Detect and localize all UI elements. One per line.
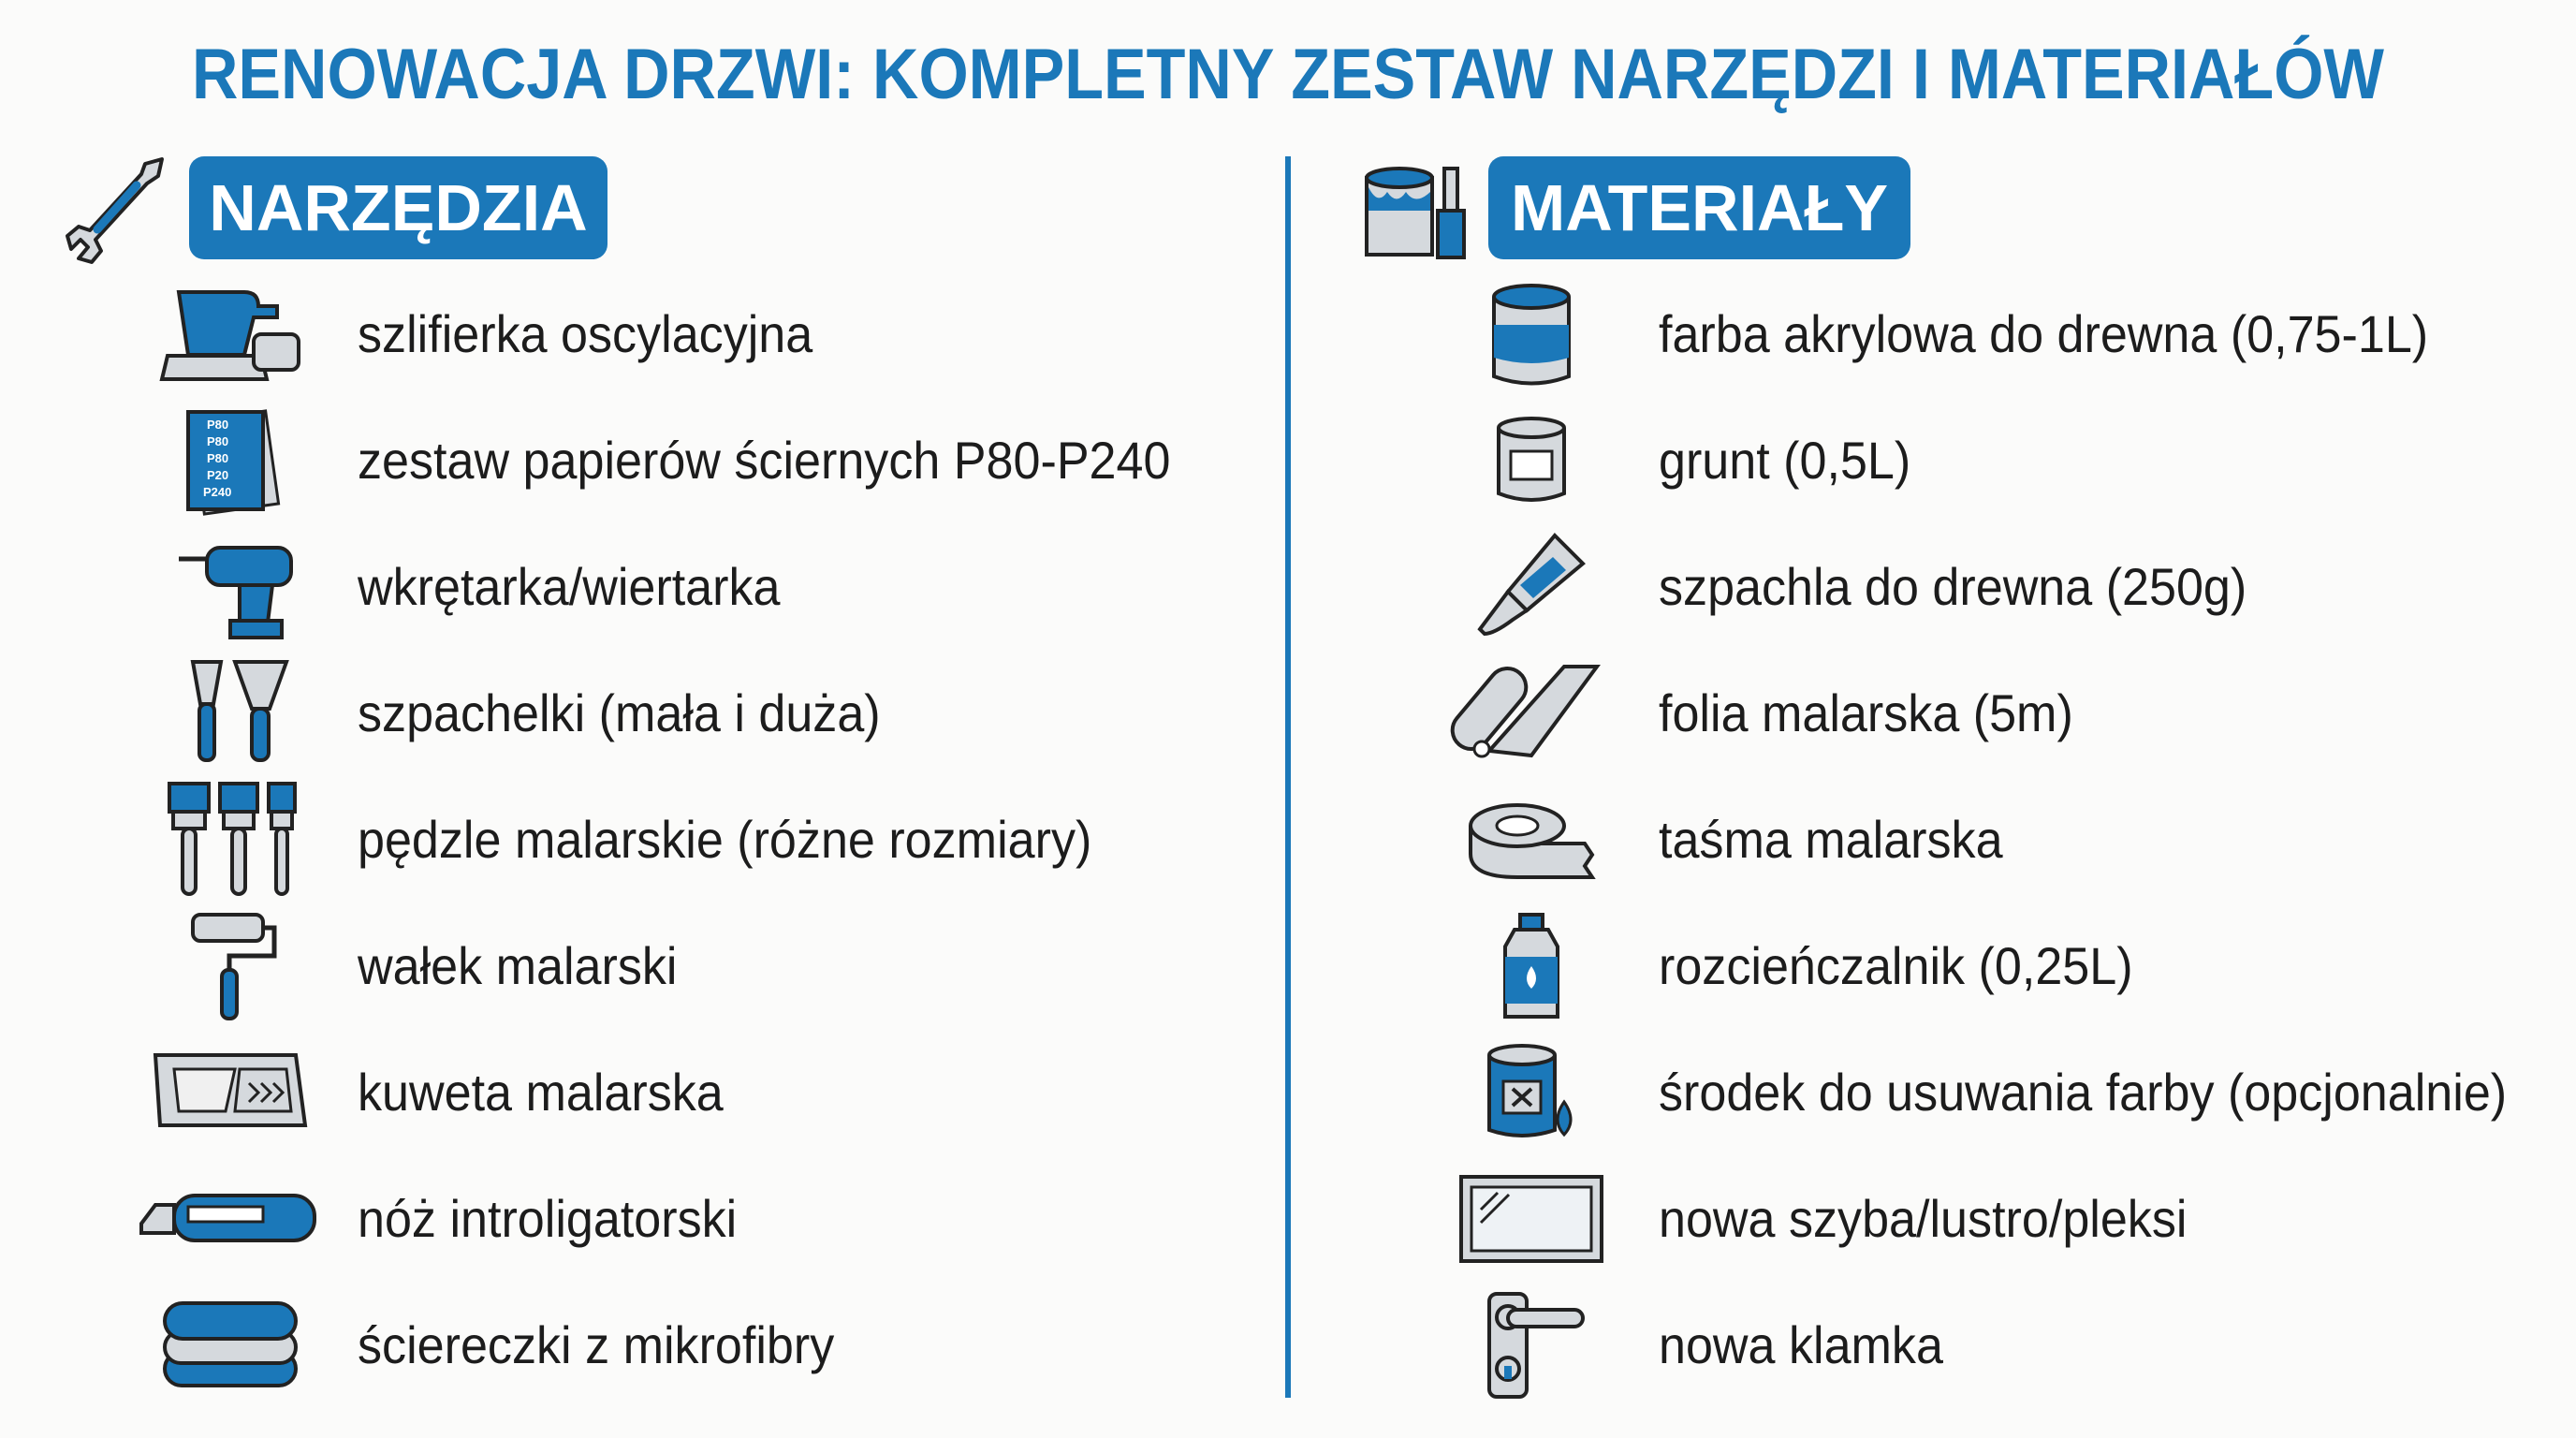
material-label: taśma malarska [1659,810,2003,869]
glass-pane-icon [1447,1163,1616,1275]
tool-label: wkrętarka/wiertarka [358,557,781,616]
material-item [1447,776,2028,902]
tool-label: szpachelki (mała i duża) [358,683,881,742]
material-item [1447,397,1930,523]
tool-item [146,271,847,397]
sandpaper-icon [146,404,315,517]
material-item [1447,1029,2570,1155]
tool-label: ściereczki z mikrofibry [358,1315,835,1374]
door-handle-icon [1447,1289,1616,1401]
tool-item [146,397,1232,523]
paint-tray-icon [146,1036,315,1149]
tool-item [146,650,920,776]
material-label: środek do usuwania farby (opcjonalnie) [1659,1063,2508,1122]
material-label: grunt (0,5L) [1659,431,1911,490]
material-label: nowa szyba/lustro/pleksi [1659,1189,2188,1248]
tool-item [146,1282,871,1408]
paint-can-icon [1447,278,1616,390]
tool-label: wałek malarski [358,936,678,995]
material-label: szpachla do drewna (250g) [1659,557,2247,616]
tool-item [146,1155,766,1282]
material-label: rozcieńczalnik (0,25L) [1659,936,2133,995]
filler-tube-icon [1447,531,1616,643]
materials-header: MATERIAŁY [1488,156,1910,259]
material-label: farba akrylowa do drewna (0,75-1L) [1659,304,2429,363]
paint-bucket-brush-icon [1355,150,1477,271]
thinner-bottle-icon [1447,910,1616,1022]
tools-header: NARZĘDZIA [189,156,607,259]
wrench-icon [56,150,178,271]
tool-item [146,1029,751,1155]
tool-label: kuweta malarska [358,1063,724,1122]
tool-item [146,523,812,650]
svg-text:P80: P80 [207,433,229,448]
material-item [1447,1282,1965,1408]
page-title: RENOWACJA DRZWI: KOMPLETNY ZESTAW NARZĘDZI I MATERIAŁÓW [192,35,2384,114]
primer-can-icon [1447,404,1616,517]
drill-icon [146,531,315,643]
putty-knives-icon [146,657,315,770]
plastic-sheet-roll-icon [1447,657,1616,770]
tool-label: szlifierka oscylacyjna [358,304,813,363]
material-item [1447,650,2104,776]
tool-label: nóż introligatorski [358,1189,738,1248]
paint-roller-icon [146,910,315,1022]
svg-text:P240: P240 [203,484,232,499]
tool-label: pędzle malarskie (różne rozmiary) [358,810,1092,869]
utility-knife-icon [146,1163,315,1275]
tool-label: zestaw papierów ściernych P80-P240 [358,431,1171,490]
svg-text:P20: P20 [207,467,229,482]
sander-icon [146,278,315,390]
material-label: nowa klamka [1659,1315,1943,1374]
material-item [1447,902,2169,1029]
material-label: folia malarska (5m) [1659,683,2073,742]
material-item [1447,1155,2227,1282]
svg-text:P80: P80 [207,450,229,465]
column-divider [1285,156,1291,1398]
masking-tape-icon [1447,784,1616,896]
tool-item [146,776,1147,902]
svg-text:P80: P80 [207,417,229,432]
tool-item [146,902,701,1029]
material-item [1447,271,2486,397]
paint-remover-icon [1447,1036,1616,1149]
microfiber-cloths-icon [146,1289,315,1401]
material-item [1447,523,2291,650]
paintbrushes-icon [146,784,315,896]
